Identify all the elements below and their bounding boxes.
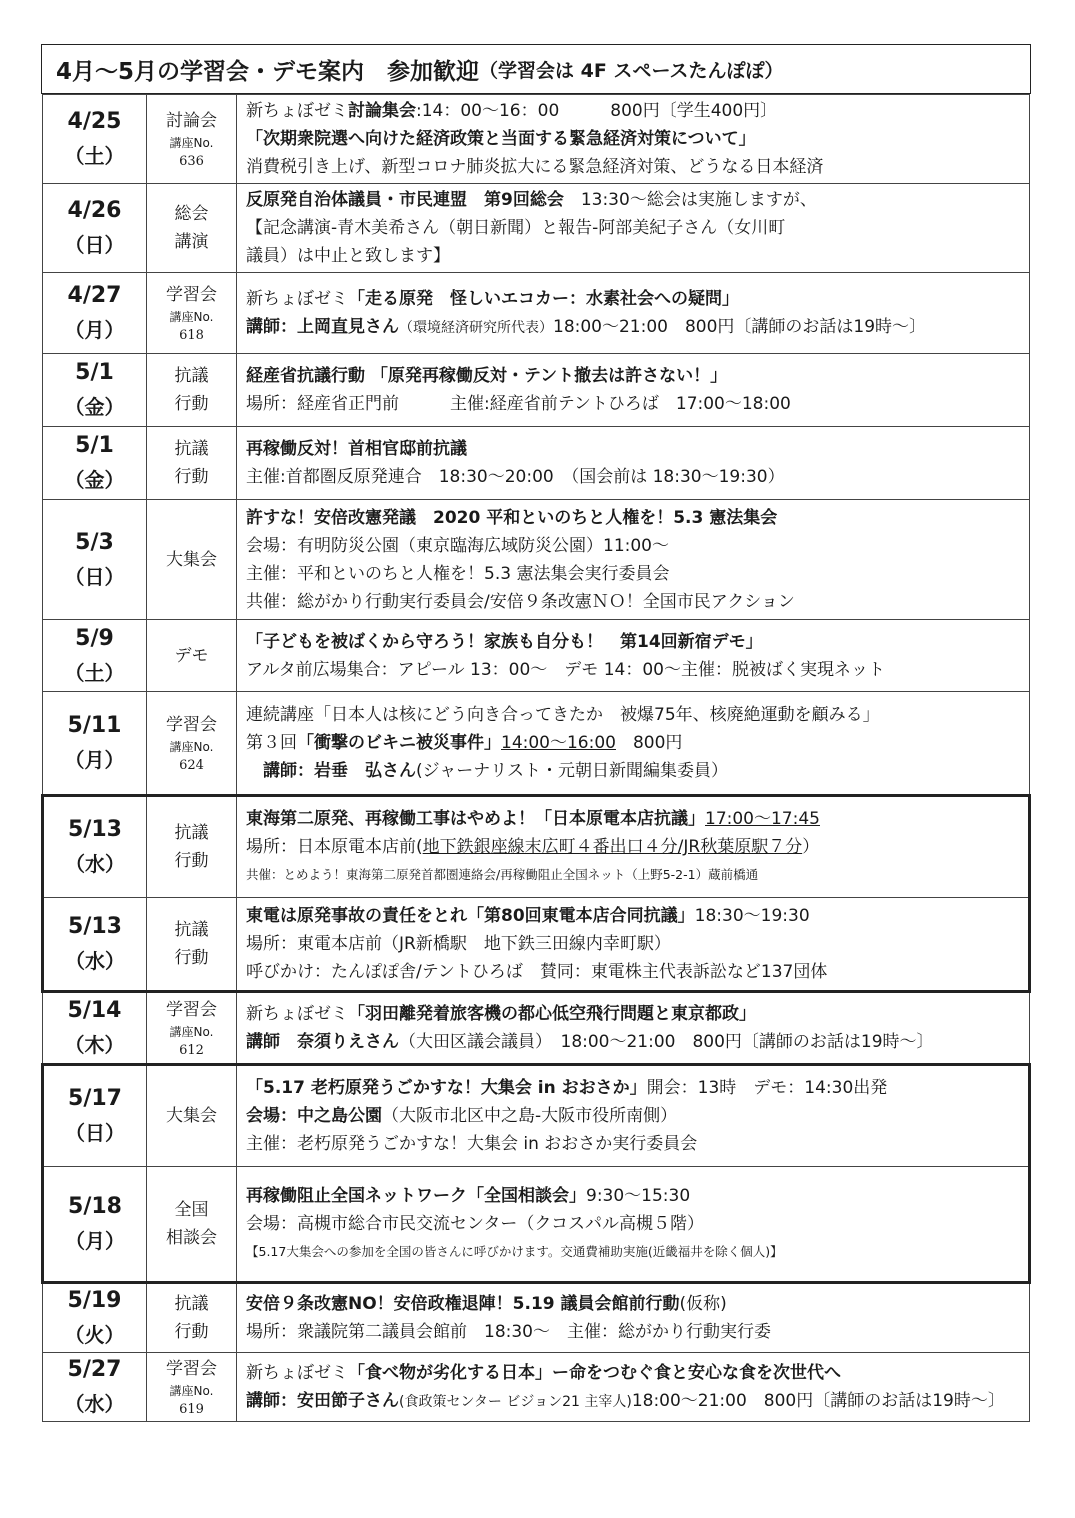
course-label: 講座No. — [169, 1025, 214, 1039]
event-detail-line — [246, 958, 1028, 986]
event-detail-line — [246, 435, 1029, 463]
event-detail-line — [246, 125, 1029, 153]
course-number: 619 — [179, 1402, 204, 1417]
detail-highlight: 反原発自治体議員・市民連盟 第9回総会 — [246, 190, 564, 210]
event-date-cell — [43, 273, 147, 354]
event-row — [43, 184, 1030, 273]
event-details-cell — [237, 500, 1030, 620]
event-date-cell — [43, 1283, 147, 1353]
event-type: 抗議 — [174, 439, 209, 459]
event-detail-line — [246, 729, 1029, 757]
detail-highlight: 講師：安田節子さん — [246, 1390, 399, 1411]
event-type-line2: 講演 — [174, 232, 209, 252]
event-type: 学習会 — [166, 1359, 217, 1379]
event-type-cell — [147, 796, 237, 898]
event-detail-line — [246, 1210, 1028, 1238]
event-type: 抗議 — [174, 366, 209, 386]
event-date-cell — [43, 184, 147, 273]
event-weekday: （水） — [65, 949, 125, 973]
event-detail-line — [246, 1182, 1028, 1210]
event-date: 5/27 — [67, 1357, 122, 1382]
detail-highlight: 東海第二原発、再稼働工事はやめよ！「日本原電本店抗議」 — [246, 809, 705, 829]
event-type-line2: 行動 — [174, 948, 209, 968]
event-detail-line — [246, 1074, 1028, 1102]
detail-trailing: 18:00～21:00 800円〔講師のお話は19時～〕 — [553, 316, 927, 337]
event-detail-line — [246, 97, 1029, 125]
event-date-cell — [43, 898, 147, 992]
event-type: 大集会 — [166, 549, 217, 570]
event-type-cell — [147, 184, 237, 273]
event-date: 5/14 — [67, 998, 122, 1023]
event-detail-line — [246, 757, 1029, 785]
event-detail-line — [246, 805, 1028, 833]
event-detail-line — [246, 313, 1029, 342]
detail-underlined: 14:00～16:00 — [501, 733, 616, 753]
event-row — [43, 273, 1030, 354]
page-subtitle: （学習会は 4F スペースたんぽぽ） — [479, 59, 784, 82]
detail-text: 消費税引き上げ、新型コロナ肺炎拡大にる緊急経済対策、どうなる日本経済 — [246, 157, 824, 177]
event-detail-line — [246, 1290, 1029, 1318]
event-row — [43, 1065, 1030, 1167]
event-row — [43, 1167, 1030, 1283]
event-detail-line — [246, 1238, 1028, 1266]
event-date: 5/19 — [67, 1288, 122, 1313]
event-details-cell — [237, 273, 1030, 354]
event-weekday: （土） — [64, 660, 125, 685]
detail-text: 場所：衆議院第二議員会館前 18:30～ 主催：総がかり行動実行委 — [246, 1322, 771, 1342]
event-details-cell — [237, 95, 1030, 184]
detail-highlight: 「羽田離発着旅客機の都心低空飛行問題と東京都政」 — [348, 1004, 756, 1024]
course-number: 624 — [179, 758, 204, 773]
event-detail-line — [246, 861, 1028, 889]
detail-text: 新ちょぼゼミ — [246, 1362, 348, 1383]
course-label: 講座No. — [169, 310, 214, 324]
detail-trailing: (仮称) — [679, 1294, 727, 1314]
event-detail-line — [246, 1102, 1028, 1130]
event-details-cell — [237, 354, 1030, 427]
event-date-cell — [43, 796, 147, 898]
detail-highlight: 「次期衆院選へ向けた経済政策と当面する緊急経済対策について」 — [246, 129, 756, 149]
event-date: 4/27 — [67, 283, 122, 308]
event-row — [43, 796, 1030, 898]
event-date: 5/17 — [68, 1086, 122, 1111]
event-type-line2: 行動 — [174, 394, 209, 414]
event-detail-line — [246, 1028, 1029, 1056]
event-detail-line — [246, 1387, 1029, 1416]
detail-highlight: 「食べ物が劣化する日本」ー命をつむぐ食と安心な食を次世代へ — [348, 1362, 841, 1383]
event-weekday: （金） — [64, 395, 125, 419]
event-row — [43, 620, 1030, 692]
event-details-cell — [237, 898, 1030, 992]
event-type-cell — [147, 1167, 237, 1283]
detail-trailing: (ジャーナリスト・元朝日新聞編集委員） — [416, 761, 728, 781]
detail-text: 新ちょぼゼミ — [246, 1004, 348, 1024]
event-detail-line — [246, 656, 1029, 684]
detail-note: （環境経済研究所代表） — [399, 319, 553, 336]
event-detail-line — [246, 701, 1029, 729]
event-type: 討論会 — [166, 111, 217, 131]
event-type-cell — [147, 898, 237, 992]
detail-trailing: （大阪市北区中之島-大阪市役所南側） — [382, 1106, 678, 1126]
detail-highlight: 許すな！安倍改憲発議 2020 平和といのちと人権を！5.3 憲法集会 — [246, 507, 778, 528]
event-row — [43, 1353, 1030, 1422]
event-date: 5/11 — [67, 713, 122, 738]
detail-highlight: 討論集会 — [348, 101, 416, 121]
event-type-cell — [147, 95, 237, 184]
event-detail-line — [246, 362, 1029, 390]
course-number: 618 — [179, 328, 204, 343]
event-date: 4/25 — [67, 109, 122, 134]
event-details-cell — [237, 620, 1030, 692]
detail-text: 主催：老朽原発うごかすな！大集会 in おおさか実行委員会 — [246, 1134, 698, 1154]
event-detail-line — [246, 285, 1029, 313]
event-date-cell — [43, 1167, 147, 1283]
event-type: 抗議 — [174, 1294, 209, 1314]
event-details-cell — [237, 796, 1030, 898]
event-date: 5/9 — [75, 625, 114, 651]
detail-text: 場所：東電本店前（JR新橋駅 地下鉄三田線内幸町駅） — [246, 934, 671, 954]
event-type-line2: 行動 — [174, 467, 209, 487]
event-table — [41, 94, 1031, 1422]
course-number: 612 — [179, 1043, 204, 1058]
event-detail-line — [246, 463, 1029, 491]
detail-highlight: 安倍９条改憲NO！安倍政権退陣！5.19 議員会館前行動 — [246, 1294, 680, 1314]
course-number: 636 — [179, 154, 204, 169]
detail-text: 主催:首都圏反原発連合 18:30～20:00 （国会前は 18:30～19:30） — [246, 467, 785, 487]
event-type-cell — [147, 692, 237, 796]
event-detail-line — [246, 1000, 1029, 1028]
event-type-cell — [147, 1353, 237, 1422]
detail-text: 共催：とめよう！東海第二原発首都圏連絡会/再稼働阻止全国ネット（上野5-2-1）蔵前橋通 — [246, 867, 759, 882]
event-date: 5/13 — [68, 817, 122, 842]
event-detail-line — [246, 560, 1029, 588]
event-detail-line — [246, 153, 1029, 181]
event-row — [43, 95, 1030, 184]
event-date: 5/1 — [75, 360, 114, 385]
course-label: 講座No. — [169, 1384, 214, 1398]
detail-text: アルタ前広場集合：アピール 13：00～ デモ 14：00～主催：脱被ばく実現ネット — [246, 659, 885, 680]
detail-text: 会場：高槻市総合市民交流センター（クコスパル高槻５階） — [246, 1214, 704, 1234]
event-detail-line — [246, 186, 1029, 214]
detail-highlight: 「5.17 老朽原発うごかすな！大集会 in おおさか」 — [246, 1078, 647, 1098]
detail-text: 第３回 — [246, 733, 297, 753]
page-title: 4月～5月の学習会・デモ案内 参加歓迎 — [56, 58, 480, 85]
event-sheet — [41, 44, 1031, 1422]
event-type-cell — [147, 500, 237, 620]
detail-text: 会場：有明防災公園（東京臨海広域防災公園）11:00～ — [246, 535, 669, 556]
detail-underlined: 17:00～17:45 — [705, 809, 820, 829]
detail-text: 【5.17大集会への参加を全国の皆さんに呼びかけます。交通費補助実施(近畿福井を除く個人)】 — [246, 1244, 783, 1259]
event-rows — [43, 95, 1030, 1422]
event-details-cell — [237, 692, 1030, 796]
event-weekday: （木） — [64, 1033, 125, 1057]
detail-text: 【記念講演-青木美希さん（朝日新聞）と報告-阿部美紀子さん（女川町 — [246, 218, 786, 238]
event-type-line2: 相談会 — [166, 1228, 217, 1248]
event-weekday: （金） — [64, 468, 125, 492]
event-type-cell — [147, 620, 237, 692]
event-details-cell — [237, 427, 1030, 500]
event-type: 総会 — [174, 204, 209, 224]
event-date: 5/13 — [68, 914, 122, 939]
event-detail-line — [246, 902, 1028, 930]
detail-text: 場所：日本原電本店前( — [246, 837, 423, 857]
event-details-cell — [237, 1353, 1030, 1422]
event-details-cell — [237, 1065, 1030, 1167]
detail-text: 連続講座「日本人は核にどう向き合ってきたか 被爆75年、核廃絶運動を顧みる」 — [246, 705, 880, 725]
event-row — [43, 992, 1030, 1065]
event-type: 抗議 — [174, 920, 209, 940]
event-weekday: （日） — [65, 1121, 125, 1145]
detail-highlight: 再稼働阻止全国ネットワーク「全国相談会」 — [246, 1186, 586, 1206]
detail-highlight: 「走る原発 怪しいエコカー：水素社会への疑問」 — [348, 288, 739, 309]
detail-highlight: 講師 奈須りえさん — [246, 1032, 399, 1052]
event-type: 学習会 — [166, 715, 217, 735]
event-detail-line — [246, 1130, 1028, 1158]
detail-trailing: 13:30～総会は実施しますが、 — [563, 190, 817, 210]
event-detail-line — [246, 214, 1029, 242]
course-label: 講座No. — [169, 740, 214, 754]
event-row — [43, 692, 1030, 796]
detail-highlight: 講師：上岡直見さん — [246, 316, 399, 337]
detail-text: 場所：経産省正門前 主催:経産省前テントひろば 17:00～18:00 — [246, 394, 791, 414]
event-weekday: （水） — [64, 1392, 125, 1416]
event-detail-line — [246, 833, 1028, 861]
detail-text: 新ちょぼゼミ — [246, 288, 348, 309]
detail-highlight: 東電は原発事故の責任をとれ「第80回東電本店合同抗議」 — [246, 906, 695, 926]
event-weekday: （月） — [64, 318, 125, 342]
detail-trailing: 18:30～19:30 — [694, 906, 810, 926]
event-type-cell — [147, 427, 237, 500]
event-weekday: （日） — [64, 233, 125, 257]
event-detail-line — [246, 1359, 1029, 1387]
event-detail-line — [246, 532, 1029, 560]
event-detail-line — [246, 1318, 1029, 1346]
event-details-cell — [237, 992, 1030, 1065]
detail-text: 呼びかけ：たんぽぽ舎/テントひろば 賛同：東電株主代表訴訟など137団体 — [246, 962, 828, 982]
detail-highlight: 「子どもを被ばくから守ろう！家族も自分も！ 第14回新宿デモ」 — [246, 631, 763, 652]
event-date-cell — [43, 500, 147, 620]
event-type-line2: 行動 — [174, 1322, 209, 1342]
event-weekday: （水） — [65, 852, 125, 876]
event-type-cell — [147, 1065, 237, 1167]
event-row — [43, 898, 1030, 992]
event-details-cell — [237, 184, 1030, 273]
event-details-cell — [237, 1283, 1030, 1353]
event-type-cell — [147, 1283, 237, 1353]
event-date: 5/18 — [68, 1194, 122, 1219]
event-detail-line — [246, 504, 1029, 532]
event-type-cell — [147, 992, 237, 1065]
detail-highlight: 経産省抗議行動 「原発再稼働反対・テント撤去は許さない！」 — [246, 366, 728, 386]
detail-text: 共催：総がかり行動実行委員会/安倍９条改憲ＮＯ！全国市民アクション — [246, 591, 795, 612]
event-row — [43, 1283, 1030, 1353]
detail-trailing: :14：00～16：00 800円〔学生400円〕 — [416, 101, 778, 121]
detail-text: 主催：平和といのちと人権を！5.3 憲法集会実行委員会 — [246, 563, 670, 584]
detail-trailing: 800円 — [615, 733, 683, 753]
event-date-cell — [43, 1065, 147, 1167]
event-date: 4/26 — [67, 198, 122, 223]
event-detail-line — [246, 390, 1029, 418]
event-date-cell — [43, 427, 147, 500]
detail-text: 議員）は中止と致します】 — [246, 246, 450, 266]
event-weekday: （土） — [64, 144, 125, 168]
event-date-cell — [43, 992, 147, 1065]
detail-trailing: （大田区議会議員） 18:00～21:00 800円〔講師のお話は19時～〕 — [399, 1032, 934, 1052]
page-title-banner — [41, 44, 1031, 94]
event-date-cell — [43, 692, 147, 796]
event-detail-line — [246, 930, 1028, 958]
detail-text: 新ちょぼゼミ — [246, 101, 348, 121]
event-type: 学習会 — [166, 1000, 217, 1020]
event-weekday: （月） — [65, 1229, 125, 1253]
event-date-cell — [43, 354, 147, 427]
event-type: 抗議 — [174, 823, 209, 843]
detail-underlined: 地下鉄銀座線末広町４番出口４分/JR秋葉原駅７分 — [422, 837, 803, 857]
event-date: 5/1 — [75, 433, 114, 458]
detail-note: (食政策センター ビジョン21 主宰人) — [399, 1393, 632, 1410]
event-row — [43, 427, 1030, 500]
event-date-cell — [43, 620, 147, 692]
event-weekday: （月） — [64, 748, 125, 772]
detail-trailing: 18:00～21:00 800円〔講師のお話は19時～〕 — [631, 1390, 1005, 1411]
event-type: 全国 — [174, 1200, 209, 1220]
course-label: 講座No. — [169, 136, 214, 150]
event-weekday: （火） — [64, 1323, 125, 1347]
event-row — [43, 500, 1030, 620]
event-date-cell — [43, 1353, 147, 1422]
event-type: デモ — [174, 645, 209, 666]
detail-trailing: ） — [802, 837, 820, 857]
event-detail-line — [246, 588, 1029, 616]
event-detail-line — [246, 628, 1029, 656]
event-type-cell — [147, 273, 237, 354]
detail-highlight: 会場：中之島公園 — [246, 1106, 382, 1126]
event-weekday: （日） — [64, 564, 125, 589]
event-detail-line — [246, 242, 1029, 270]
detail-highlight: 再稼働反対！首相官邸前抗議 — [246, 439, 467, 459]
event-date-cell — [43, 95, 147, 184]
event-type-cell — [147, 354, 237, 427]
event-type: 学習会 — [166, 285, 217, 305]
detail-highlight: 講師：岩垂 弘さん — [246, 761, 416, 781]
detail-highlight: 「衝撃のビキニ被災事件」 — [297, 733, 501, 753]
event-date: 5/3 — [75, 529, 114, 555]
event-type: 大集会 — [166, 1106, 217, 1126]
event-details-cell — [237, 1167, 1030, 1283]
event-type-line2: 行動 — [174, 851, 209, 871]
detail-trailing: 9:30～15:30 — [586, 1186, 691, 1206]
event-row — [43, 354, 1030, 427]
detail-trailing: 開会：13時 デモ：14:30出発 — [646, 1078, 888, 1098]
